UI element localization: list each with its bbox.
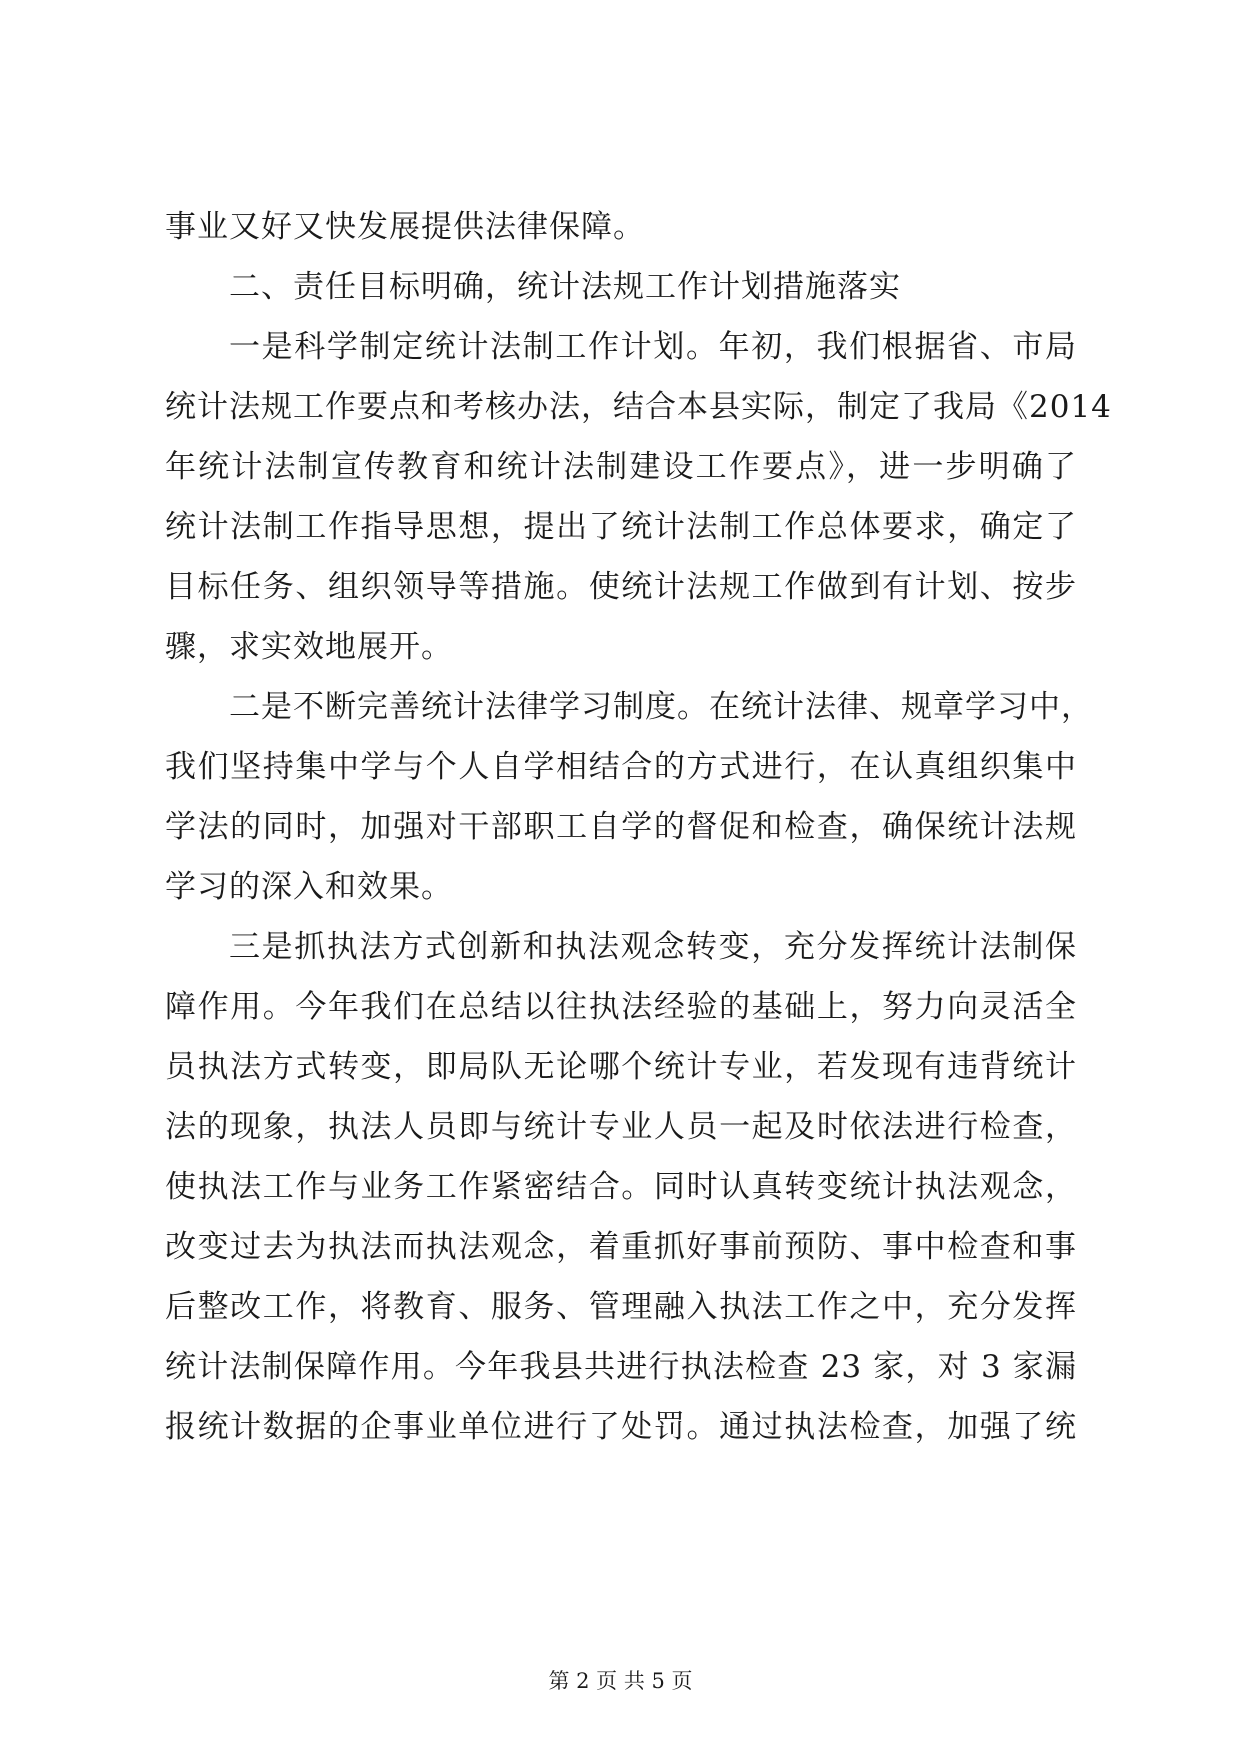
text-line: 二是不断完善统计法律学习制度。在统计法律、规章学习中， bbox=[229, 689, 1093, 725]
text-line: 改变过去为执法而执法观念，着重抓好事前预防、事中检查和事 bbox=[165, 1229, 1077, 1265]
text-line: 使执法工作与业务工作紧密结合。同时认真转变统计执法观念， bbox=[165, 1169, 1077, 1205]
text-line: 一是科学制定统计法制工作计划。年初，我们根据省、市局 bbox=[229, 329, 1077, 365]
text-line: 统计法制保障作用。今年我县共进行执法检查 23 家，对 3 家漏 bbox=[165, 1349, 1077, 1385]
text-line: 年统计法制宣传教育和统计法制建设工作要点》，进一步明确了 bbox=[165, 449, 1077, 485]
text-line: 统计法制工作指导思想，提出了统计法制工作总体要求，确定了 bbox=[165, 509, 1077, 545]
section-heading: 二、责任目标明确，统计法规工作计划措施落实 bbox=[229, 269, 901, 305]
text-line: 报统计数据的企事业单位进行了处罚。通过执法检查，加强了统 bbox=[165, 1409, 1077, 1445]
text-line: 事业又好又快发展提供法律保障。 bbox=[165, 209, 645, 245]
text-line: 学法的同时，加强对干部职工自学的督促和检查，确保统计法规 bbox=[165, 809, 1077, 845]
text-line: 骤，求实效地展开。 bbox=[165, 629, 453, 665]
text-line: 员执法方式转变，即局队无论哪个统计专业，若发现有违背统计 bbox=[165, 1049, 1077, 1085]
page-number-footer: 第 2 页 共 5 页 bbox=[548, 1669, 693, 1693]
text-line: 三是抓执法方式创新和执法观念转变，充分发挥统计法制保 bbox=[229, 929, 1077, 965]
text-line: 目标任务、组织领导等措施。使统计法规工作做到有计划、按步 bbox=[165, 569, 1077, 605]
text-line: 障作用。今年我们在总结以往执法经验的基础上，努力向灵活全 bbox=[165, 989, 1077, 1025]
text-line: 统计法规工作要点和考核办法，结合本县实际，制定了我局《2014 bbox=[165, 389, 1112, 425]
text-line: 学习的深入和效果。 bbox=[165, 869, 453, 905]
text-line: 法的现象，执法人员即与统计专业人员一起及时依法进行检查， bbox=[165, 1109, 1077, 1145]
document-body bbox=[165, 197, 1112, 1457]
text-line: 后整改工作，将教育、服务、管理融入执法工作之中，充分发挥 bbox=[165, 1289, 1077, 1325]
text-line: 我们坚持集中学与个人自学相结合的方式进行，在认真组织集中 bbox=[165, 749, 1077, 785]
